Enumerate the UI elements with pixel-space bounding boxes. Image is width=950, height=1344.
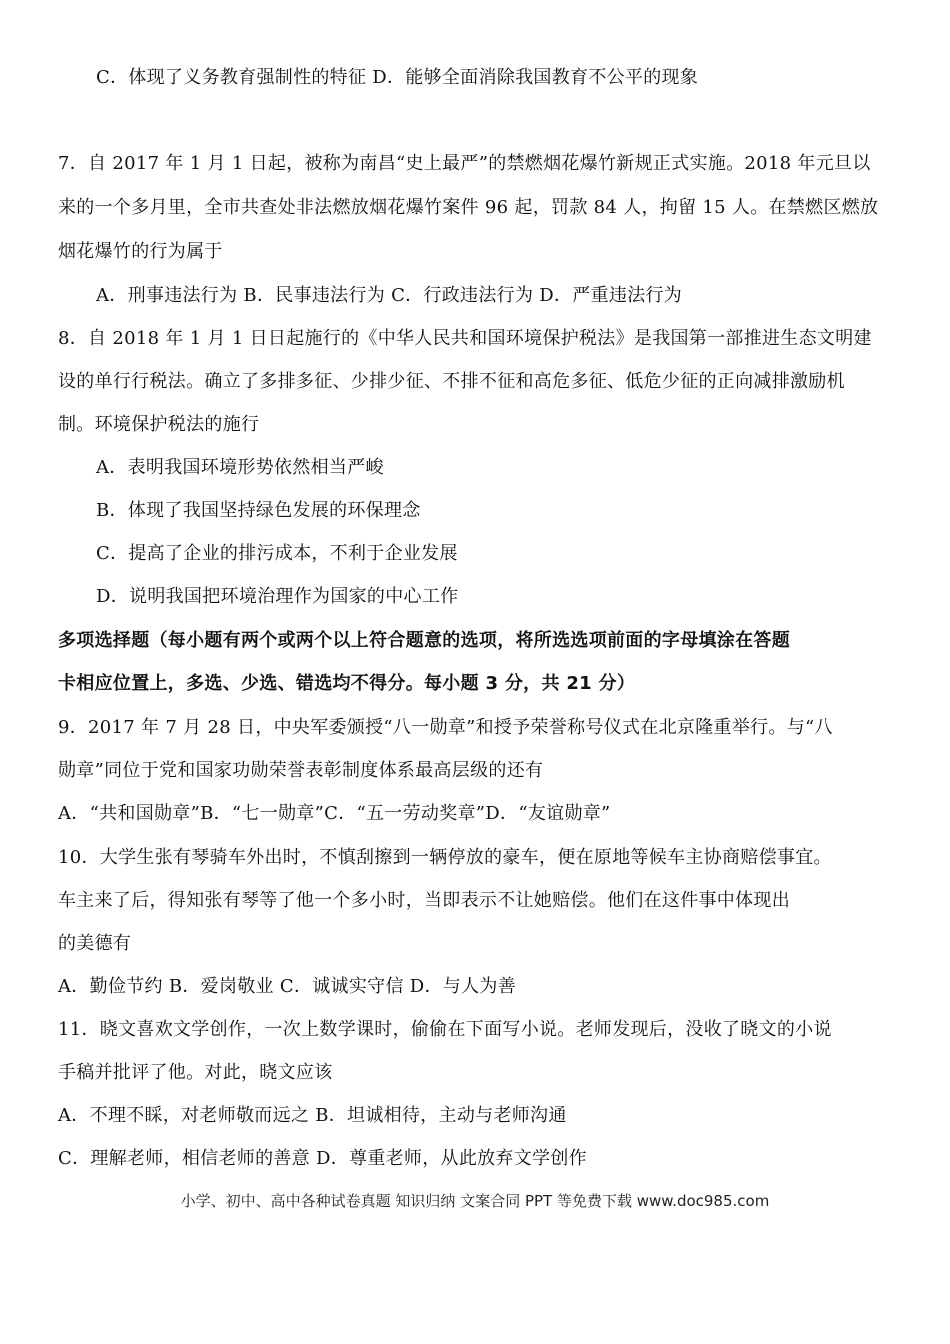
- text-line: 9．2017 年 7 月 28 日，中央军委颁授“八一勋章”和授予荣誉称号仪式在北京隆重举行。与“八: [58, 717, 833, 738]
- text-line: 烟花爆竹的行为属于: [58, 241, 223, 262]
- text-line: 手稿并批评了他。对此，晓文应该: [58, 1062, 333, 1083]
- text-line: 设的单行行税法。确立了多排多征、少排少征、不排不征和高危多征、低危少征的正向减排激励机: [58, 371, 845, 392]
- text-line: A．表明我国环境形势依然相当严峻: [96, 457, 384, 478]
- text-line: A．不理不睬，对老师敬而远之 B．坦诚相待，主动与老师沟通: [58, 1105, 567, 1126]
- text-line: 7．自 2017 年 1 月 1 日起，被称为南昌“史上最严”的禁燃烟花爆竹新规正式实施。2018 年元旦以: [58, 153, 871, 174]
- text-line: D．说明我国把环境治理作为国家的中心工作: [96, 586, 459, 607]
- text-line: 的美德有: [58, 933, 132, 954]
- text-line: 11．晓文喜欢文学创作，一次上数学课时，偷偷在下面写小说。老师发现后，没收了晓文的小说: [58, 1019, 832, 1040]
- text-line: C．提高了企业的排污成本，不利于企业发展: [96, 543, 458, 564]
- text-line: C．体现了义务教育强制性的特征 D．能够全面消除我国教育不公平的现象: [96, 67, 699, 88]
- text-line: A．刑事违法行为 B．民事违法行为 C．行政违法行为 D．严重违法行为: [96, 285, 683, 306]
- text-line: A．“共和国勋章”B．“七一勋章”C．“五一劳动奖章”D．“友谊勋章”: [58, 803, 611, 824]
- text-line: 8．自 2018 年 1 月 1 日日起施行的《中华人民共和国环境保护税法》是我国第一部推进生态文明建: [58, 328, 872, 349]
- text-line: B．体现了我国坚持绿色发展的环保理念: [96, 500, 421, 521]
- section-heading-line: 多项选择题（每小题有两个或两个以上符合题意的选项，将所选选项前面的字母填涂在答题: [58, 630, 790, 651]
- text-line: C．理解老师，相信老师的善意 D．尊重老师，从此放弃文学创作: [58, 1148, 587, 1169]
- text-line: 车主来了后，得知张有琴等了他一个多小时，当即表示不让她赔偿。他们在这件事中体现出: [58, 890, 790, 911]
- section-heading-line: 卡相应位置上，多选、少选、错选均不得分。每小题 3 分，共 21 分）: [58, 673, 636, 694]
- text-line: A．勤俭节约 B．爱岗敬业 C．诚诚实守信 D．与人为善: [58, 976, 516, 997]
- text-line: 10．大学生张有琴骑车外出时，不慎刮擦到一辆停放的豪车，便在原地等候车主协商赔偿事宜。: [58, 847, 832, 868]
- text-line: 勋章”同位于党和国家功勋荣誉表彰制度体系最高层级的还有: [58, 760, 544, 781]
- text-line: 制。环境保护税法的施行: [58, 414, 260, 435]
- text-line: 来的一个多月里，全市共查处非法燃放烟花爆竹案件 96 起，罚款 84 人，拘留 15 人。在禁燃区燃放: [58, 197, 879, 218]
- page-footer: 小学、初中、高中各种试卷真题 知识归纳 文案合同 PPT 等免费下载 www.doc985.com: [180, 1192, 770, 1210]
